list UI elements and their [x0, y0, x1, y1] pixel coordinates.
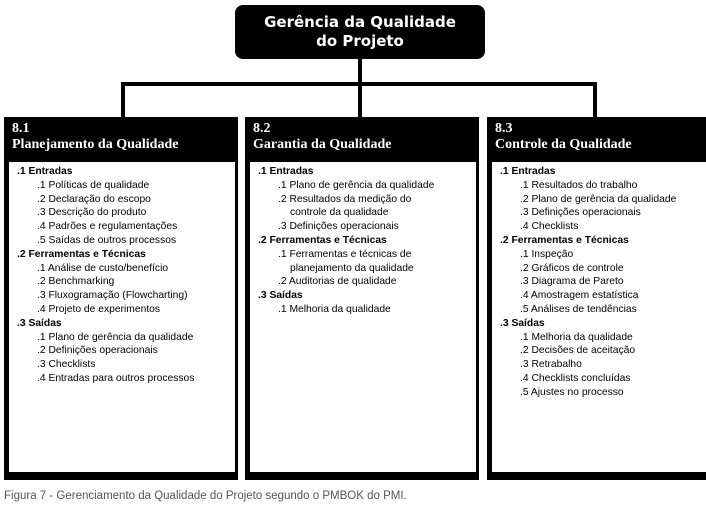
column-number: 8.3	[495, 121, 513, 136]
column-number: 8.2	[253, 121, 271, 136]
list-item: .2 Gráficos de controle	[520, 262, 624, 274]
column-title: Planejamento da Qualidade	[12, 137, 179, 152]
column-controle	[487, 117, 706, 480]
column-header	[4, 117, 238, 161]
list-item: .1 Melhoria da qualidade	[278, 303, 391, 315]
section-label: .1 Entradas	[500, 166, 556, 177]
column-number: 8.1	[12, 121, 30, 136]
column-title: Controle da Qualidade	[495, 137, 632, 152]
section-label: .1 Entradas	[258, 166, 314, 177]
list-item: .3 Descrição do produto	[37, 207, 147, 219]
column-body	[492, 162, 706, 472]
column-header	[245, 117, 479, 161]
list-item: .5 Saídas de outros processos	[37, 234, 177, 246]
list-item: .1 Plano de gerência da qualidade	[37, 331, 194, 343]
list-item: .3 Retrabalho	[520, 359, 582, 371]
connector-middle	[358, 82, 362, 118]
list-item	[250, 262, 476, 276]
list-item: .3 Fluxogramação (Flowcharting)	[37, 290, 188, 302]
list-item: .1 Plano de gerência da qualidade	[278, 179, 435, 191]
list-item: .1 Resultados do trabalho	[520, 179, 638, 191]
list-item: .5 Ajustes no processo	[520, 386, 624, 398]
list-item: .3 Definições operacionais	[520, 207, 641, 219]
list-item: .2 Auditorias de qualidade	[278, 276, 397, 288]
list-item: .2 Benchmarking	[37, 276, 115, 288]
list-item: .2 Definições operacionais	[37, 345, 158, 357]
list-item: .2 Plano de gerência da qualidade	[520, 193, 677, 205]
section-label: .2 Ferramentas e Técnicas	[258, 234, 387, 246]
connector-left	[121, 82, 125, 118]
list-item: .2 Decisões de aceitação	[520, 345, 636, 357]
section-label: .2 Ferramentas e Técnicas	[500, 234, 629, 246]
column-planejamento	[4, 117, 238, 480]
column-header	[487, 117, 706, 161]
column-title: Garantia da Qualidade	[253, 137, 392, 152]
list-item: .4 Projeto de experimentos	[37, 303, 161, 315]
list-item: .1 Ferramentas e técnicas de	[278, 248, 412, 260]
list-item: .3 Diagrama de Pareto	[520, 276, 624, 288]
list-item: .1 Melhoria da qualidade	[520, 331, 633, 343]
list-item-continuation: planejamento da qualidade	[290, 262, 414, 274]
connector-vertical-root	[358, 58, 362, 85]
list-item: .3 Checklists	[37, 359, 96, 371]
section-label: .3 Saídas	[258, 290, 303, 302]
list-item: .4 Amostragem estatística	[520, 290, 639, 302]
list-item: .2 Resultados da medição do	[278, 193, 412, 205]
list-item: .4 Entradas para outros processos	[37, 372, 195, 384]
list-item: .5 Análises de tendências	[520, 303, 637, 315]
list-item: .4 Checklists concluídas	[520, 372, 631, 384]
list-item: .1 Análise de custo/benefício	[37, 262, 169, 274]
root-title-line2: do Projeto	[316, 32, 404, 50]
section-label: .1 Entradas	[17, 166, 73, 177]
list-item: .1 Inspeção	[520, 248, 574, 260]
figure-caption: Figura 7 - Gerenciamento da Qualidade do Projeto segundo o PMBOK do PMI.	[4, 490, 407, 502]
list-item: .1 Políticas de qualidade	[37, 179, 150, 191]
list-item-continuation: controle da qualidade	[290, 207, 389, 219]
list-item: .4 Checklists	[520, 221, 579, 233]
root-title-line1: Gerência da Qualidade	[264, 13, 456, 31]
section-label: .3 Saídas	[500, 317, 545, 329]
list-item	[250, 206, 476, 220]
list-item: .4 Padrões e regulamentações	[37, 221, 178, 233]
column-body	[250, 162, 476, 472]
section-label: .3 Saídas	[17, 317, 62, 329]
column-garantia	[245, 117, 479, 480]
section-label: .2 Ferramentas e Técnicas	[17, 248, 146, 260]
list-item: .3 Definições operacionais	[278, 221, 399, 233]
connector-right	[593, 82, 597, 118]
root-process-box	[235, 5, 485, 59]
list-item: .2 Declaração do escopo	[37, 193, 151, 205]
column-body	[9, 162, 235, 472]
